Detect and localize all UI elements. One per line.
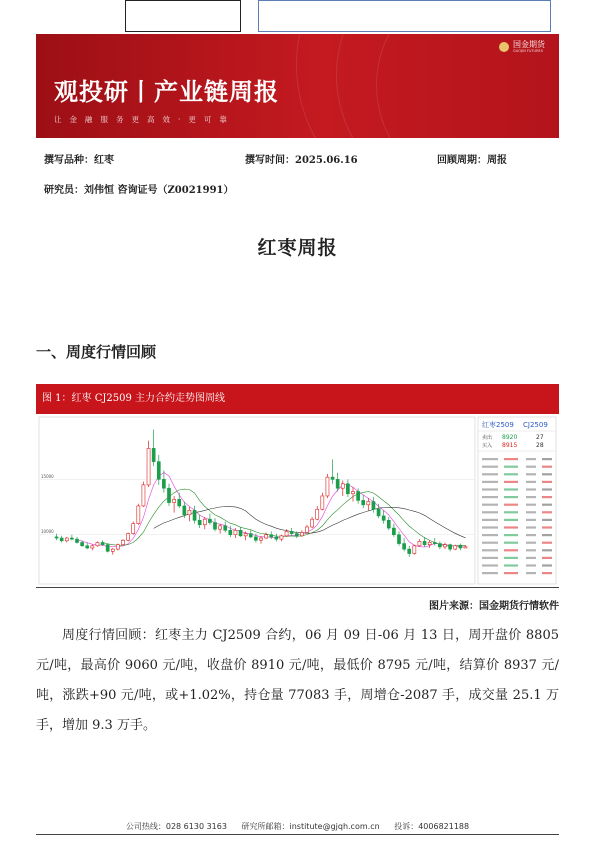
panel-row-placeholder — [526, 564, 536, 566]
candle-body — [254, 537, 257, 540]
meta-cycle: 回顾周期：周报 — [437, 155, 507, 166]
candle-body — [438, 544, 441, 547]
quote-panel — [478, 417, 556, 584]
panel-row-placeholder — [504, 526, 518, 528]
candle-body — [285, 531, 288, 535]
candle-body — [55, 537, 58, 538]
candle-body — [433, 542, 436, 543]
panel-row-placeholder — [526, 504, 536, 506]
candle-body — [336, 479, 339, 488]
panel-row-placeholder — [542, 534, 552, 536]
section-title: 一、周度行情回顾 — [36, 343, 157, 361]
figure-caption: 图 1：红枣 CJ2509 主力合约走势图周线 — [36, 384, 559, 414]
candle-body — [372, 502, 375, 510]
candle-body — [428, 542, 431, 544]
candle-body — [397, 535, 400, 544]
candle-body — [331, 477, 334, 479]
panel-row-placeholder — [542, 572, 552, 574]
candle-body — [392, 528, 395, 535]
panel-row-placeholder — [526, 557, 536, 559]
panel-row-placeholder — [504, 496, 518, 498]
panel-row-placeholder — [482, 572, 498, 574]
panel-row-placeholder — [542, 511, 552, 513]
panel-row-placeholder — [482, 557, 498, 559]
candle-body — [290, 531, 293, 533]
panel-row1-label: 卖出 — [482, 435, 493, 441]
banner-title: 观投研丨产业链周报 — [54, 78, 279, 106]
panel-row-placeholder — [482, 481, 498, 483]
weekly-review-paragraph: 周度行情回顾：红枣主力 CJ2509 合约，06 月 09 日-06 月 13 日，周开盘价 8805 元/吨，最高价 9060 元/吨，收盘价 8910 元/吨，最低价 8795 元/吨，结算价 8937 元/吨，涨跌+90 元/吨，或+1.02%，持仓量 77083 手，周增仓-2087 手，成交量 25.1 万手，增加 9.3 万手。 — [36, 628, 559, 733]
panel-row-placeholder — [542, 473, 552, 475]
logo-name: 国金期货 — [513, 40, 545, 49]
y-tick-label: 10000 — [41, 529, 54, 535]
candle-body — [132, 524, 135, 534]
candle-body — [60, 538, 63, 541]
candle-body — [362, 500, 365, 504]
candle-body — [86, 546, 89, 548]
company-logo — [499, 40, 545, 53]
panel-row1-vol: 27 — [536, 434, 544, 441]
candle-body — [305, 527, 308, 533]
candle-body — [321, 496, 324, 509]
candle-body — [403, 544, 406, 550]
panel-row-placeholder — [526, 481, 536, 483]
candle-body — [162, 479, 165, 488]
candle-body — [275, 537, 278, 539]
candle-body — [387, 520, 390, 528]
candle-body — [198, 520, 201, 524]
panel-row-placeholder — [542, 519, 552, 521]
header-box-left — [125, 0, 241, 32]
panel-row-placeholder — [542, 481, 552, 483]
footer-contacts — [0, 821, 595, 832]
candle-body — [295, 534, 298, 536]
panel-row-placeholder — [504, 473, 518, 475]
logo-mark-icon — [499, 42, 509, 52]
panel-row-placeholder — [526, 473, 536, 475]
panel-row-placeholder — [542, 549, 552, 551]
candle-body — [443, 545, 446, 547]
candle-body — [357, 492, 360, 501]
panel-row-placeholder — [482, 564, 498, 566]
candle-body — [316, 509, 319, 519]
candle-body — [464, 547, 467, 548]
report-banner — [36, 34, 559, 138]
footer-complaint: 投诉：4006821188 — [394, 822, 470, 831]
candle-body — [111, 549, 114, 551]
candle-body — [81, 542, 84, 545]
candle-body — [382, 516, 385, 520]
panel-row-placeholder — [526, 496, 536, 498]
panel-row-placeholder — [526, 458, 536, 460]
candle-body — [208, 519, 211, 522]
panel-row-placeholder — [526, 519, 536, 521]
candle-body — [127, 534, 130, 541]
panel-row-placeholder — [504, 458, 518, 460]
panel-row-placeholder — [542, 564, 552, 566]
panel-row-placeholder — [542, 542, 552, 544]
panel-row-placeholder — [526, 526, 536, 528]
candle-body — [265, 535, 268, 538]
panel-row-placeholder — [526, 466, 536, 468]
candlestick-chart — [36, 414, 559, 587]
panel-row-placeholder — [504, 542, 518, 544]
candle-body — [219, 526, 222, 529]
panel-row-placeholder — [504, 557, 518, 559]
panel-row-placeholder — [542, 557, 552, 559]
candle-body — [188, 510, 191, 514]
candle-body — [142, 485, 145, 506]
panel-row-placeholder — [482, 496, 498, 498]
panel-row-placeholder — [504, 564, 518, 566]
panel-row-placeholder — [482, 458, 498, 460]
header-box-right — [258, 0, 551, 32]
candle-body — [326, 477, 329, 496]
candle-body — [418, 541, 421, 545]
candle-body — [234, 530, 237, 534]
panel-row-placeholder — [482, 526, 498, 528]
footer-divider — [36, 834, 559, 835]
figure-source: 图片来源：国金期货行情软件 — [429, 601, 559, 612]
panel-row-placeholder — [542, 458, 552, 460]
panel-row-placeholder — [526, 549, 536, 551]
candle-body — [311, 519, 314, 527]
candle-body — [152, 448, 155, 461]
panel-row-placeholder — [482, 542, 498, 544]
panel-row-placeholder — [504, 488, 518, 490]
panel-row-placeholder — [504, 534, 518, 536]
panel-row-placeholder — [526, 511, 536, 513]
panel-row-placeholder — [482, 511, 498, 513]
candle-body — [280, 536, 283, 539]
panel-row-placeholder — [526, 572, 536, 574]
panel-row-placeholder — [482, 473, 498, 475]
panel-row-placeholder — [482, 504, 498, 506]
candle-body — [454, 546, 457, 549]
candle-body — [106, 545, 109, 552]
candle-body — [203, 519, 206, 525]
meta-researcher: 研究员：刘伟恒 咨询证号（Z0021991） — [44, 185, 234, 196]
panel-row-placeholder — [542, 526, 552, 528]
candle-body — [413, 546, 416, 554]
candle-body — [157, 462, 160, 480]
panel-row-placeholder — [504, 466, 518, 468]
candle-body — [183, 506, 186, 515]
panel-row-placeholder — [504, 519, 518, 521]
logo-name-en: GUOJIN FUTURES — [513, 49, 543, 53]
candle-body — [346, 484, 349, 494]
panel-row-placeholder — [482, 534, 498, 536]
candle-body — [167, 488, 170, 502]
candle-body — [341, 484, 344, 488]
candle-body — [193, 510, 196, 520]
panel-row-placeholder — [482, 466, 498, 468]
candle-body — [300, 533, 303, 536]
candle-body — [351, 492, 354, 494]
candle-body — [101, 542, 104, 544]
candle-body — [367, 502, 370, 505]
candle-body — [91, 546, 94, 548]
footer-hotline: 公司热线：028 6130 3163 — [125, 822, 227, 831]
candle-body — [75, 539, 78, 542]
panel-row2-vol: 28 — [536, 442, 544, 449]
panel-row-placeholder — [482, 488, 498, 490]
panel-row-placeholder — [542, 504, 552, 506]
panel-row-placeholder — [526, 488, 536, 490]
panel-row-placeholder — [526, 542, 536, 544]
candle-body — [229, 530, 232, 534]
panel-row1-price: 8920 — [502, 434, 518, 441]
candle-body — [377, 509, 380, 516]
candle-body — [408, 549, 411, 553]
panel-code: CJ2509 — [523, 421, 548, 429]
meta-date: 撰写时间：2025.06.16 — [245, 155, 358, 166]
candle-body — [239, 530, 242, 536]
candle-body — [270, 535, 273, 537]
banner-slogan: 让金融服务更高效·更可靠 — [54, 115, 235, 124]
panel-row-placeholder — [526, 534, 536, 536]
candle-body — [224, 526, 227, 530]
candle-body — [70, 538, 73, 539]
candle-body — [173, 499, 176, 502]
panel-row-placeholder — [482, 519, 498, 521]
panel-row2-label: 买入 — [482, 443, 493, 449]
candle-body — [121, 540, 124, 544]
panel-row2-price: 8915 — [502, 442, 518, 449]
y-tick-label: 15000 — [41, 473, 54, 479]
candle-body — [249, 534, 252, 537]
candle-body — [244, 534, 247, 536]
candle-body — [116, 545, 119, 549]
candle-body — [147, 448, 150, 485]
candle-body — [213, 523, 216, 530]
panel-row-placeholder — [482, 549, 498, 551]
panel-row-placeholder — [504, 481, 518, 483]
panel-row-placeholder — [542, 496, 552, 498]
price-chart — [36, 414, 559, 588]
candle-body — [459, 546, 462, 548]
panel-row-placeholder — [542, 488, 552, 490]
candle-body — [137, 506, 140, 524]
panel-name: 红枣2509 — [482, 421, 514, 429]
candle-body — [259, 538, 262, 540]
footer-email: 研究所邮箱：institute@gjqh.com.cn — [241, 822, 380, 831]
candle-body — [178, 499, 181, 506]
meta-variety: 撰写品种：红枣 — [44, 155, 114, 166]
panel-row-placeholder — [504, 511, 518, 513]
candle-body — [65, 538, 68, 541]
document-title: 红枣周报 — [257, 237, 338, 259]
candle-body — [423, 541, 426, 544]
candle-body — [96, 542, 99, 545]
candle-body — [449, 545, 452, 549]
panel-row-placeholder — [542, 466, 552, 468]
panel-row-placeholder — [504, 572, 518, 574]
panel-row-placeholder — [504, 504, 518, 506]
panel-row-placeholder — [504, 549, 518, 551]
